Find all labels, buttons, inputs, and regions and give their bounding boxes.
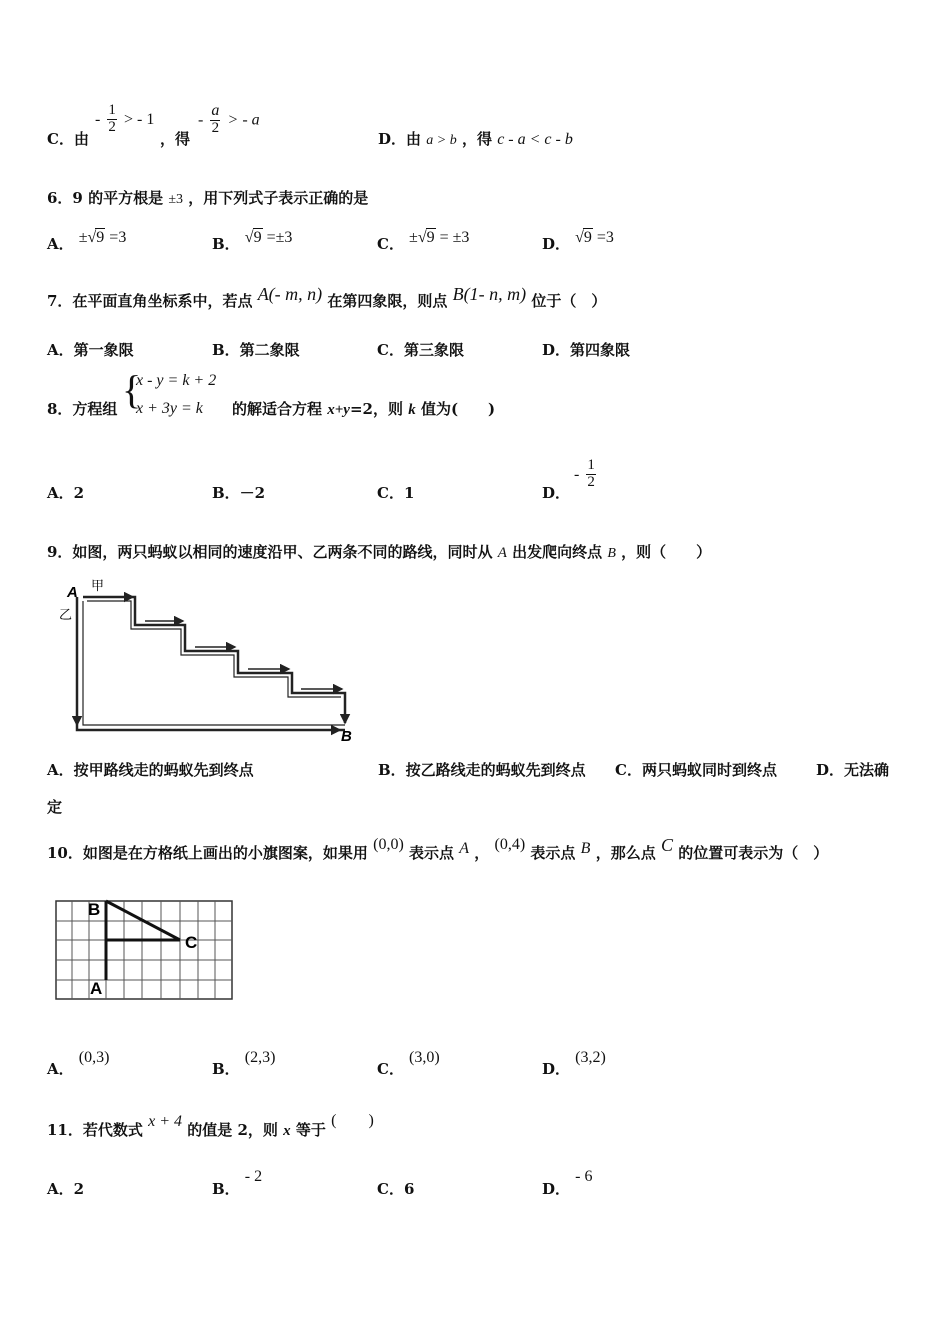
fraction: $\frac{1}{2}$ <box>587 457 595 490</box>
label-c: C <box>185 933 198 952</box>
label-yi: 乙 <box>59 607 73 622</box>
q6-option-d: D． √9 =3 <box>542 229 614 253</box>
q8-option-b: B．－2 <box>212 484 266 502</box>
q8-stem-rest: 的解适合方程 x+y=2，则 k 值为( ) <box>232 400 496 418</box>
q7-option-c: C．第三象限 <box>377 341 464 359</box>
path-jia <box>83 597 345 723</box>
label-b: B <box>341 728 352 745</box>
q10-option-a: A． (0,3) <box>47 1049 110 1078</box>
fraction: $\frac{a}{2}$ <box>211 102 220 136</box>
q8-option-d-math: - $\frac{1}{2}$ <box>574 457 595 490</box>
q6-option-a: A． ±√9 =3 <box>47 229 127 253</box>
q11-option-d: D． - 6 <box>542 1168 593 1198</box>
q10-flag-grid-figure <box>52 895 237 1003</box>
q9-option-d-wrap: 定 <box>47 798 63 816</box>
q8-stem-label: 8．方程组 <box>47 400 118 418</box>
q7-option-b: B．第二象限 <box>212 341 300 359</box>
flag <box>106 901 180 980</box>
q10-stem: 10．如图是在方格纸上画出的小旗图案，如果用 (0,0) 表示点 A ， (0,4) 表示点 B ，那么点 C 的位置可表示为（ ） <box>47 835 829 862</box>
q7-stem: 7．在平面直角坐标系中，若点 A(- m, n) 在第四象限，则点 B(1- n, m) 位于（ ） <box>47 284 607 310</box>
q9-option-d: D．无法确 <box>816 761 890 779</box>
q8-option-c: C．1 <box>377 484 415 502</box>
q9-option-a: A．按甲路线走的蚂蚁先到终点 <box>47 761 254 779</box>
label-a: A <box>67 584 78 601</box>
q5-option-c: C．由 <box>47 130 89 148</box>
q9-option-b: B．按乙路线走的蚂蚁先到终点 <box>378 761 586 779</box>
q5-option-c-comma: ，得 <box>160 130 191 148</box>
fraction: $\frac{1}{2}$ <box>108 102 116 135</box>
q6-stem: 6．9 的平方根是 ±3 ，用下列式子表示正确的是 <box>47 189 369 207</box>
q11-option-b: B． - 2 <box>212 1168 263 1198</box>
path-yi <box>77 597 345 730</box>
q9-option-c: C．两只蚂蚁同时到终点 <box>615 761 777 779</box>
q11-option-c: C．6 <box>377 1180 415 1198</box>
q9-stem: 9．如图，两只蚂蚁以相同的速度沿甲、乙两条不同的路线，同时从 A 出发爬向终点 B ，则（ ） <box>47 543 712 561</box>
q9-staircase-figure <box>55 575 375 745</box>
q10-option-d: D． (3,2) <box>542 1049 606 1078</box>
brace: { <box>122 367 142 412</box>
label-a: A <box>90 979 103 998</box>
q10-option-b: B． (2,3) <box>212 1049 276 1078</box>
q5-option-c-math: - $\frac{1}{2}$ > - 1 <box>95 102 155 135</box>
q6-option-b: B． √9 =±3 <box>212 229 293 253</box>
grid <box>56 901 232 999</box>
path-jia-inner <box>87 601 341 697</box>
q7-option-d: D．第四象限 <box>542 341 631 359</box>
label-b: B <box>88 900 101 919</box>
q5-option-c-math2: - $\frac{a}{2}$ > - a <box>198 102 260 136</box>
q8-option-d: D． <box>542 484 571 502</box>
q5-option-d: D．由 a > b ，得 c - a < c - b <box>378 130 573 148</box>
q10-option-c: C． (3,0) <box>377 1049 440 1078</box>
q11-option-a: A．2 <box>47 1180 85 1198</box>
q8-option-a: A．2 <box>47 484 85 502</box>
q7-option-a: A．第一象限 <box>47 341 134 359</box>
path-yi-inner <box>83 601 345 725</box>
label-jia: 甲 <box>91 578 105 593</box>
q6-option-c: C． ±√9 = ±3 <box>377 229 470 253</box>
q11-stem: 11．若代数式 x + 4 的值是 2，则 x 等于 ( ) <box>47 1112 374 1139</box>
